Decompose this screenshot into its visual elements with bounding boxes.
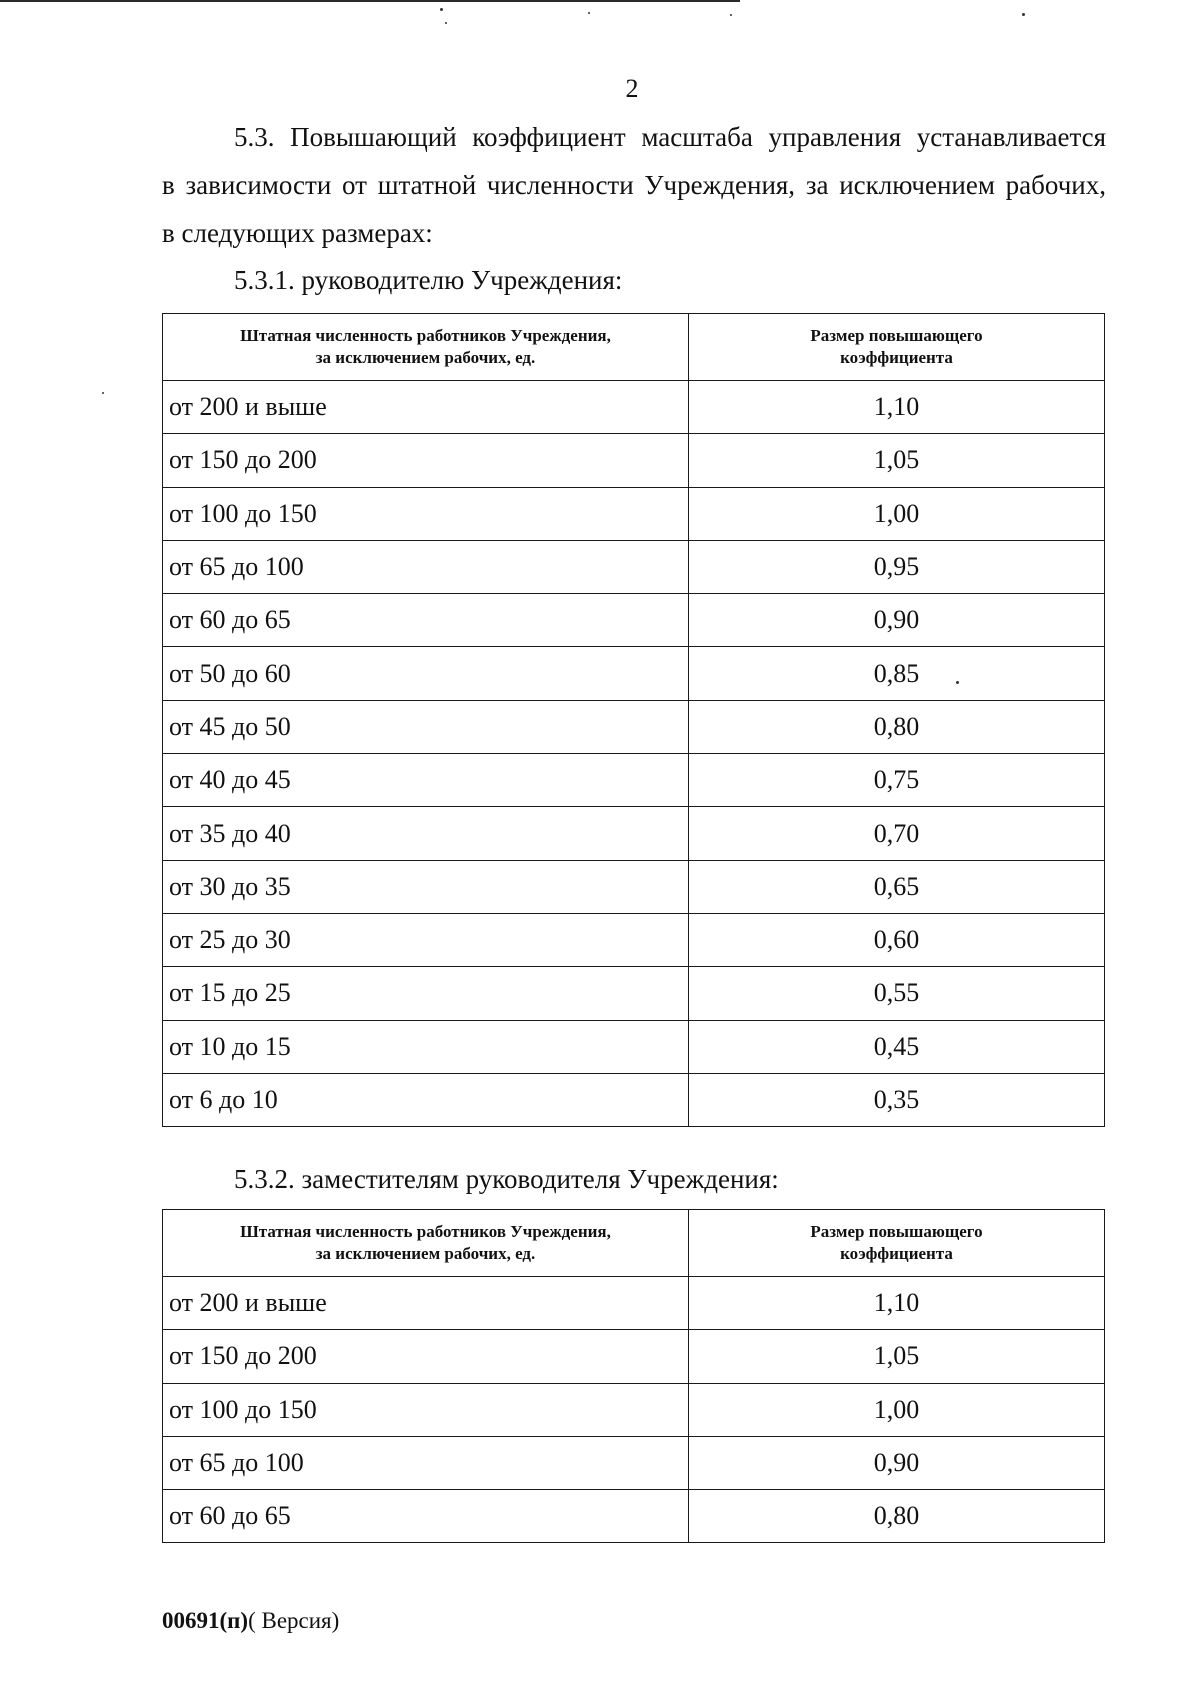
header-headcount (163, 314, 689, 381)
table-header-row (163, 314, 1105, 381)
scan-speck (730, 14, 732, 16)
table-row (163, 1330, 1105, 1383)
table-row (163, 700, 1105, 753)
table-body-5-3-1 (163, 381, 1105, 1127)
section-5-3-1-heading: 5.3.1. руководителю Учреждения: (234, 265, 623, 295)
table-row (163, 754, 1105, 807)
coefficient-cell: 0,45 (689, 1020, 1105, 1073)
coefficient-cell: 0,80 (689, 700, 1105, 753)
range-cell: от 100 до 150 (163, 1383, 689, 1436)
range-cell: от 15 до 25 (163, 967, 689, 1020)
header-headcount-line: Штатная численность работников Учреждения, (240, 1222, 611, 1241)
header-coefficient (689, 314, 1105, 381)
scan-speck (445, 22, 447, 24)
range-cell: от 25 до 30 (163, 913, 689, 966)
table-row (163, 381, 1105, 434)
header-headcount-line: Штатная численность работников Учреждения, (240, 326, 611, 345)
coefficient-cell: 0,95 (689, 540, 1105, 593)
coefficient-cell: 0,65 (689, 860, 1105, 913)
scan-speck (440, 8, 443, 11)
table-row (163, 1436, 1105, 1489)
header-coefficient-line: Размер повышающего (810, 326, 983, 345)
range-cell: от 200 и выше (163, 1277, 689, 1330)
table-row (163, 860, 1105, 913)
range-cell: от 45 до 50 (163, 700, 689, 753)
table-row (163, 1073, 1105, 1126)
paragraph-line: в следующих размерах: (162, 218, 433, 248)
range-cell: от 35 до 40 (163, 807, 689, 860)
scan-top-edge-line (0, 0, 740, 2)
table-header-row (163, 1210, 1105, 1277)
coefficient-cell: 1,05 (689, 1330, 1105, 1383)
coefficient-cell: 1,00 (689, 487, 1105, 540)
table-row (163, 913, 1105, 966)
range-cell: от 30 до 35 (163, 860, 689, 913)
range-cell: от 50 до 60 (163, 647, 689, 700)
scan-speck (1022, 13, 1025, 16)
coefficient-cell: 1,10 (689, 1277, 1105, 1330)
section-5-3-2-heading: 5.3.2. заместителям руководителя Учреждения: (234, 1164, 779, 1194)
table-body-5-3-2 (163, 1277, 1105, 1543)
range-cell: от 65 до 100 (163, 540, 689, 593)
range-cell: от 65 до 100 (163, 1436, 689, 1489)
range-cell: от 150 до 200 (163, 434, 689, 487)
coefficient-cell: 0,70 (689, 807, 1105, 860)
range-cell: от 60 до 65 (163, 1490, 689, 1543)
table-row (163, 540, 1105, 593)
document-version: ( Версия) (248, 1608, 340, 1633)
document-footer (162, 1608, 339, 1634)
coefficient-cell: 0,85 (689, 647, 1105, 700)
header-coefficient-line: коэффициента (840, 348, 953, 367)
coefficient-cell: 0,60 (689, 913, 1105, 966)
coefficient-cell: 0,35 (689, 1073, 1105, 1126)
page-number: 2 (625, 74, 639, 103)
paragraph-5-3 (162, 113, 1106, 257)
coefficient-cell: 1,10 (689, 381, 1105, 434)
table-row (163, 967, 1105, 1020)
table-head-of-institution (162, 313, 1105, 1127)
header-coefficient-line: Размер повышающего (810, 1222, 983, 1241)
header-headcount-line: за исключением рабочих, ед. (315, 1244, 536, 1263)
coefficient-cell: 0,90 (689, 594, 1105, 647)
header-headcount-line: за исключением рабочих, ед. (315, 348, 536, 367)
range-cell: от 100 до 150 (163, 487, 689, 540)
coefficient-cell: 0,55 (689, 967, 1105, 1020)
header-headcount (163, 1210, 689, 1277)
document-code: 00691(п) (162, 1608, 249, 1633)
scan-speck (102, 392, 104, 394)
table-row (163, 1383, 1105, 1436)
table-row (163, 594, 1105, 647)
coefficient-cell: 0,75 (689, 754, 1105, 807)
scan-speck (588, 12, 590, 14)
table-row (163, 1020, 1105, 1073)
coefficient-cell: 0,90 (689, 1436, 1105, 1489)
coefficient-cell: 1,05 (689, 434, 1105, 487)
table-row (163, 647, 1105, 700)
coefficient-cell: 0,80 (689, 1490, 1105, 1543)
range-cell: от 200 и выше (163, 381, 689, 434)
table-row (163, 434, 1105, 487)
table-deputy-heads (162, 1209, 1105, 1543)
table-row (163, 807, 1105, 860)
coefficient-cell: 1,00 (689, 1383, 1105, 1436)
range-cell: от 60 до 65 (163, 594, 689, 647)
header-coefficient (689, 1210, 1105, 1277)
range-cell: от 10 до 15 (163, 1020, 689, 1073)
table-row (163, 1490, 1105, 1543)
range-cell: от 40 до 45 (163, 754, 689, 807)
table-row (163, 487, 1105, 540)
paragraph-line: в зависимости от штатной численности Учреждения, за исключением рабочих, (162, 170, 1106, 200)
range-cell: от 6 до 10 (163, 1073, 689, 1126)
range-cell: от 150 до 200 (163, 1330, 689, 1383)
paragraph-line: 5.3. Повышающий коэффициент масштаба управления устанавливается (234, 122, 1106, 152)
table-row (163, 1277, 1105, 1330)
header-coefficient-line: коэффициента (840, 1244, 953, 1263)
